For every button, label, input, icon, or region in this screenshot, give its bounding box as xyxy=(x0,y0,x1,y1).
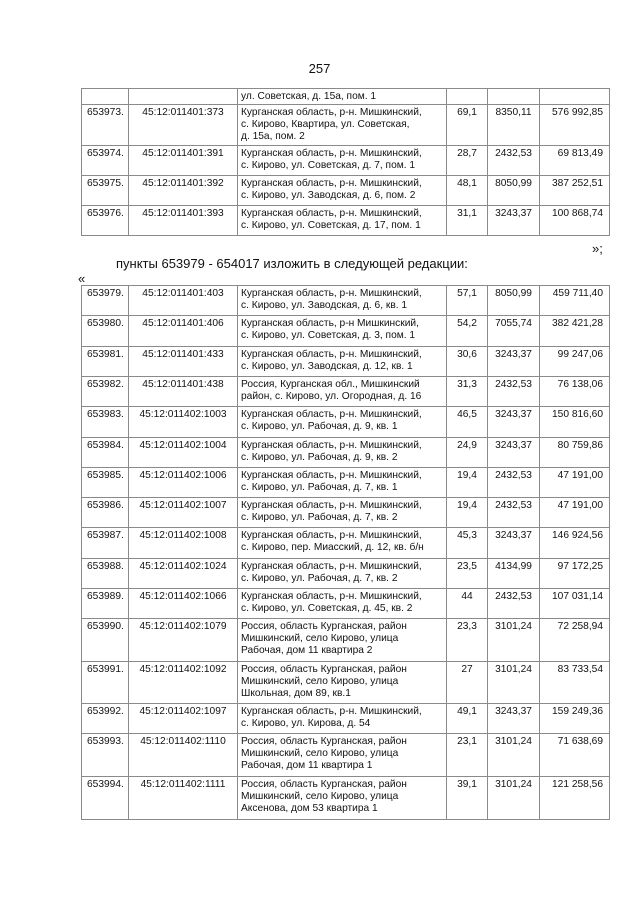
cadastral-value-cell: 459 711,40 xyxy=(540,286,610,316)
row-number-cell: 653991. xyxy=(82,662,129,704)
table-row xyxy=(82,589,610,619)
table-row xyxy=(82,704,610,734)
cadastral-value-cell: 72 258,94 xyxy=(540,619,610,662)
address-cell xyxy=(238,89,447,105)
address-cell xyxy=(238,498,447,528)
amendment-instruction: пункты 653979 - 654017 изложить в следующей редакции: xyxy=(116,256,468,271)
address-line: с. Кирово, ул. Рабочая, д. 7, кв. 1 xyxy=(241,482,398,493)
closing-quote: »; xyxy=(592,241,603,256)
cadastral-value-cell: 146 924,56 xyxy=(540,528,610,559)
row-number-cell: 653988. xyxy=(82,559,129,589)
address-line: Курганская область, р-н Мишкинский, xyxy=(241,318,419,329)
address-cell xyxy=(238,704,447,734)
price-cell: 4134,99 xyxy=(488,559,540,589)
address-line: район, с. Кирово, ул. Огородная, д. 16 xyxy=(241,391,422,402)
cadastral-value-cell: 76 138,06 xyxy=(540,377,610,407)
cadastral-value-cell: 83 733,54 xyxy=(540,662,610,704)
address-line: Курганская область, р-н. Мишкинский, xyxy=(241,288,422,299)
cadastral-number-cell: 45:12:011401:393 xyxy=(129,206,238,236)
area-cell: 24,9 xyxy=(447,438,488,468)
address-cell xyxy=(238,528,447,559)
price-cell: 8050,99 xyxy=(488,286,540,316)
cadastral-number-cell: 45:12:011402:1097 xyxy=(129,704,238,734)
address-line: с. Кирово, ул. Заводская, д. 12, кв. 1 xyxy=(241,361,413,372)
table-row xyxy=(82,347,610,377)
area-cell: 45,3 xyxy=(447,528,488,559)
cadastral-value-cell: 150 816,60 xyxy=(540,407,610,438)
address-line: Россия, область Курганская, район xyxy=(241,621,407,632)
address-line: с. Кирово, ул. Кирова, д. 54 xyxy=(241,718,371,729)
price-cell: 3243,37 xyxy=(488,438,540,468)
row-number-cell: 653990. xyxy=(82,619,129,662)
address-cell xyxy=(238,468,447,498)
cadastral-value-cell: 100 868,74 xyxy=(540,206,610,236)
address-line: Курганская область, р-н. Мишкинский, xyxy=(241,178,422,189)
table-row xyxy=(82,498,610,528)
area-cell: 31,1 xyxy=(447,206,488,236)
price-cell: 7055,74 xyxy=(488,316,540,347)
row-number-cell: 653983. xyxy=(82,407,129,438)
address-line: Россия, область Курганская, район xyxy=(241,736,407,747)
row-number-cell: 653992. xyxy=(82,704,129,734)
cadastral-number-cell: 45:12:011401:406 xyxy=(129,316,238,347)
table-row xyxy=(82,316,610,347)
cadastral-number-cell xyxy=(129,89,238,105)
table-row xyxy=(82,619,610,662)
area-cell xyxy=(447,89,488,105)
cadastral-value-cell: 107 031,14 xyxy=(540,589,610,619)
cadastral-number-cell: 45:12:011402:1007 xyxy=(129,498,238,528)
cadastral-value-cell: 80 759,86 xyxy=(540,438,610,468)
address-line: с. Кирово, ул. Заводская, д. 6, пом. 2 xyxy=(241,190,416,201)
table-body xyxy=(82,286,610,820)
area-cell: 44 xyxy=(447,589,488,619)
cadastral-value-cell: 47 191,00 xyxy=(540,468,610,498)
address-line: с. Кирово, ул. Советская, д. 7, пом. 1 xyxy=(241,160,416,171)
cadastral-number-cell: 45:12:011401:403 xyxy=(129,286,238,316)
address-cell xyxy=(238,589,447,619)
table-row xyxy=(82,407,610,438)
cadastral-number-cell: 45:12:011402:1079 xyxy=(129,619,238,662)
table-row xyxy=(82,206,610,236)
cadastral-value-cell: 121 258,56 xyxy=(540,777,610,820)
address-cell xyxy=(238,619,447,662)
price-cell: 2432,53 xyxy=(488,498,540,528)
address-line: Рабочая, дом 11 квартира 1 xyxy=(241,760,373,771)
cadastral-value-cell xyxy=(540,89,610,105)
address-line: Курганская область, р-н. Мишкинский, xyxy=(241,591,422,602)
address-line: Курганская область, р-н. Мишкинский, xyxy=(241,349,422,360)
table-row xyxy=(82,662,610,704)
row-number-cell: 653980. xyxy=(82,316,129,347)
address-line: Мишкинский, село Кирово, улица xyxy=(241,676,399,687)
cadastral-value-cell: 387 252,51 xyxy=(540,176,610,206)
table-row xyxy=(82,468,610,498)
address-line: Рабочая, дом 11 квартира 2 xyxy=(241,645,373,656)
address-line: с. Кирово, ул. Советская, д. 17, пом. 1 xyxy=(241,220,421,231)
row-number-cell: 653987. xyxy=(82,528,129,559)
row-number-cell: 653984. xyxy=(82,438,129,468)
row-number-cell: 653993. xyxy=(82,734,129,777)
address-line: Курганская область, р-н. Мишкинский, xyxy=(241,530,422,541)
price-cell: 2432,53 xyxy=(488,589,540,619)
address-line: Курганская область, р-н. Мишкинский, xyxy=(241,500,422,511)
address-line: Курганская область, р-н. Мишкинский, xyxy=(241,148,422,159)
price-cell: 2432,53 xyxy=(488,377,540,407)
cadastral-value-cell: 71 638,69 xyxy=(540,734,610,777)
cadastral-value-cell: 159 249,36 xyxy=(540,704,610,734)
address-line: Курганская область, р-н. Мишкинский, xyxy=(241,409,422,420)
address-cell xyxy=(238,377,447,407)
address-cell xyxy=(238,777,447,820)
row-number-cell: 653989. xyxy=(82,589,129,619)
area-cell: 27 xyxy=(447,662,488,704)
cadastral-number-cell: 45:12:011401:433 xyxy=(129,347,238,377)
address-line: с. Кирово, ул. Рабочая, д. 9, кв. 1 xyxy=(241,421,398,432)
address-line: с. Кирово, ул. Заводская, д. 6, кв. 1 xyxy=(241,300,408,311)
area-cell: 23,3 xyxy=(447,619,488,662)
row-number-cell: 653986. xyxy=(82,498,129,528)
area-cell: 30,6 xyxy=(447,347,488,377)
cadastral-number-cell: 45:12:011402:1111 xyxy=(129,777,238,820)
address-line: Курганская область, р-н. Мишкинский, xyxy=(241,107,422,118)
cadastral-value-cell: 382 421,28 xyxy=(540,316,610,347)
row-number-cell: 653974. xyxy=(82,146,129,176)
price-cell: 3101,24 xyxy=(488,619,540,662)
row-number-cell: 653976. xyxy=(82,206,129,236)
page-number: 257 xyxy=(308,61,331,76)
table-row xyxy=(82,377,610,407)
cadastral-number-cell: 45:12:011401:392 xyxy=(129,176,238,206)
row-number-cell: 653994. xyxy=(82,777,129,820)
table-row xyxy=(82,105,610,146)
price-cell: 3243,37 xyxy=(488,528,540,559)
address-cell xyxy=(238,407,447,438)
area-cell: 19,4 xyxy=(447,468,488,498)
table-row xyxy=(82,176,610,206)
cadastral-number-cell: 45:12:011402:1110 xyxy=(129,734,238,777)
price-cell: 2432,53 xyxy=(488,146,540,176)
address-line: с. Кирово, ул. Советская, д. 45, кв. 2 xyxy=(241,603,413,614)
address-cell xyxy=(238,286,447,316)
cadastral-number-cell: 45:12:011402:1004 xyxy=(129,438,238,468)
price-cell: 3243,37 xyxy=(488,347,540,377)
row-number-cell: 653982. xyxy=(82,377,129,407)
address-cell xyxy=(238,176,447,206)
price-cell: 3101,24 xyxy=(488,734,540,777)
area-cell: 54,2 xyxy=(447,316,488,347)
address-cell xyxy=(238,316,447,347)
area-cell: 28,7 xyxy=(447,146,488,176)
cadastral-number-cell: 45:12:011401:438 xyxy=(129,377,238,407)
table-row xyxy=(82,559,610,589)
cadastral-number-cell: 45:12:011401:391 xyxy=(129,146,238,176)
address-cell xyxy=(238,662,447,704)
address-cell xyxy=(238,347,447,377)
address-line: Мишкинский, село Кирово, улица xyxy=(241,791,399,802)
table-row xyxy=(82,438,610,468)
area-cell: 23,1 xyxy=(447,734,488,777)
row-number-cell: 653981. xyxy=(82,347,129,377)
address-line: с. Кирово, ул. Рабочая, д. 7, кв. 2 xyxy=(241,512,398,523)
cadastral-value-cell: 69 813,49 xyxy=(540,146,610,176)
price-cell: 3243,37 xyxy=(488,704,540,734)
area-cell: 23,5 xyxy=(447,559,488,589)
cadastral-number-cell: 45:12:011402:1024 xyxy=(129,559,238,589)
area-cell: 57,1 xyxy=(447,286,488,316)
price-cell: 2432,53 xyxy=(488,468,540,498)
area-cell: 31,3 xyxy=(447,377,488,407)
cadastral-number-cell: 45:12:011402:1003 xyxy=(129,407,238,438)
address-line: с. Кирово, пер. Миасский, д. 12, кв. б/н xyxy=(241,542,424,553)
address-cell xyxy=(238,206,447,236)
price-cell: 3101,24 xyxy=(488,662,540,704)
address-line: ул. Советская, д. 15а, пом. 1 xyxy=(241,91,377,102)
area-cell: 39,1 xyxy=(447,777,488,820)
cadastral-value-cell: 99 247,06 xyxy=(540,347,610,377)
address-line: Россия, область Курганская, район xyxy=(241,779,407,790)
table-row xyxy=(82,89,610,105)
cadastral-number-cell: 45:12:011402:1066 xyxy=(129,589,238,619)
cadastral-value-cell: 97 172,25 xyxy=(540,559,610,589)
address-cell xyxy=(238,105,447,146)
price-cell: 8350,11 xyxy=(488,105,540,146)
table-body xyxy=(82,89,610,236)
address-line: Курганская область, р-н. Мишкинский, xyxy=(241,706,422,717)
address-line: с. Кирово, ул. Советская, д. 3, пом. 1 xyxy=(241,330,416,341)
table-row xyxy=(82,528,610,559)
address-line: с. Кирово, ул. Рабочая, д. 9, кв. 2 xyxy=(241,452,398,463)
table-row xyxy=(82,777,610,820)
property-table-top xyxy=(81,88,610,236)
price-cell: 3243,37 xyxy=(488,206,540,236)
address-cell xyxy=(238,734,447,777)
row-number-cell: 653975. xyxy=(82,176,129,206)
area-cell: 69,1 xyxy=(447,105,488,146)
price-cell: 3243,37 xyxy=(488,407,540,438)
cadastral-value-cell: 576 992,85 xyxy=(540,105,610,146)
address-line: Аксенова, дом 53 квартира 1 xyxy=(241,803,378,814)
row-number-cell: 653985. xyxy=(82,468,129,498)
cadastral-number-cell: 45:12:011401:373 xyxy=(129,105,238,146)
address-line: Курганская область, р-н. Мишкинский, xyxy=(241,561,422,572)
address-line: Курганская область, р-н. Мишкинский, xyxy=(241,208,422,219)
cadastral-number-cell: 45:12:011402:1008 xyxy=(129,528,238,559)
row-number-cell: 653973. xyxy=(82,105,129,146)
cadastral-value-cell: 47 191,00 xyxy=(540,498,610,528)
row-number-cell xyxy=(82,89,129,105)
property-table-main xyxy=(81,285,610,820)
area-cell: 49,1 xyxy=(447,704,488,734)
address-line: Мишкинский, село Кирово, улица xyxy=(241,633,399,644)
address-line: д. 15а, пом. 2 xyxy=(241,131,305,142)
table-row xyxy=(82,146,610,176)
opening-quote: « xyxy=(78,271,86,286)
price-cell: 8050,99 xyxy=(488,176,540,206)
address-line: с. Кирово, Квартира, ул. Советская, xyxy=(241,119,410,130)
address-cell xyxy=(238,146,447,176)
area-cell: 48,1 xyxy=(447,176,488,206)
address-cell xyxy=(238,438,447,468)
address-cell xyxy=(238,559,447,589)
address-line: Мишкинский, село Кирово, улица xyxy=(241,748,399,759)
row-number-cell: 653979. xyxy=(82,286,129,316)
address-line: с. Кирово, ул. Рабочая, д. 7, кв. 2 xyxy=(241,573,398,584)
address-line: Россия, Курганская обл., Мишкинский xyxy=(241,379,420,390)
cadastral-number-cell: 45:12:011402:1006 xyxy=(129,468,238,498)
area-cell: 46,5 xyxy=(447,407,488,438)
address-line: Россия, область Курганская, район xyxy=(241,664,407,675)
address-line: Курганская область, р-н. Мишкинский, xyxy=(241,440,422,451)
cadastral-number-cell: 45:12:011402:1092 xyxy=(129,662,238,704)
price-cell xyxy=(488,89,540,105)
address-line: Курганская область, р-н. Мишкинский, xyxy=(241,470,422,481)
table-row xyxy=(82,734,610,777)
price-cell: 3101,24 xyxy=(488,777,540,820)
area-cell: 19,4 xyxy=(447,498,488,528)
address-line: Школьная, дом 89, кв.1 xyxy=(241,688,351,699)
table-row xyxy=(82,286,610,316)
